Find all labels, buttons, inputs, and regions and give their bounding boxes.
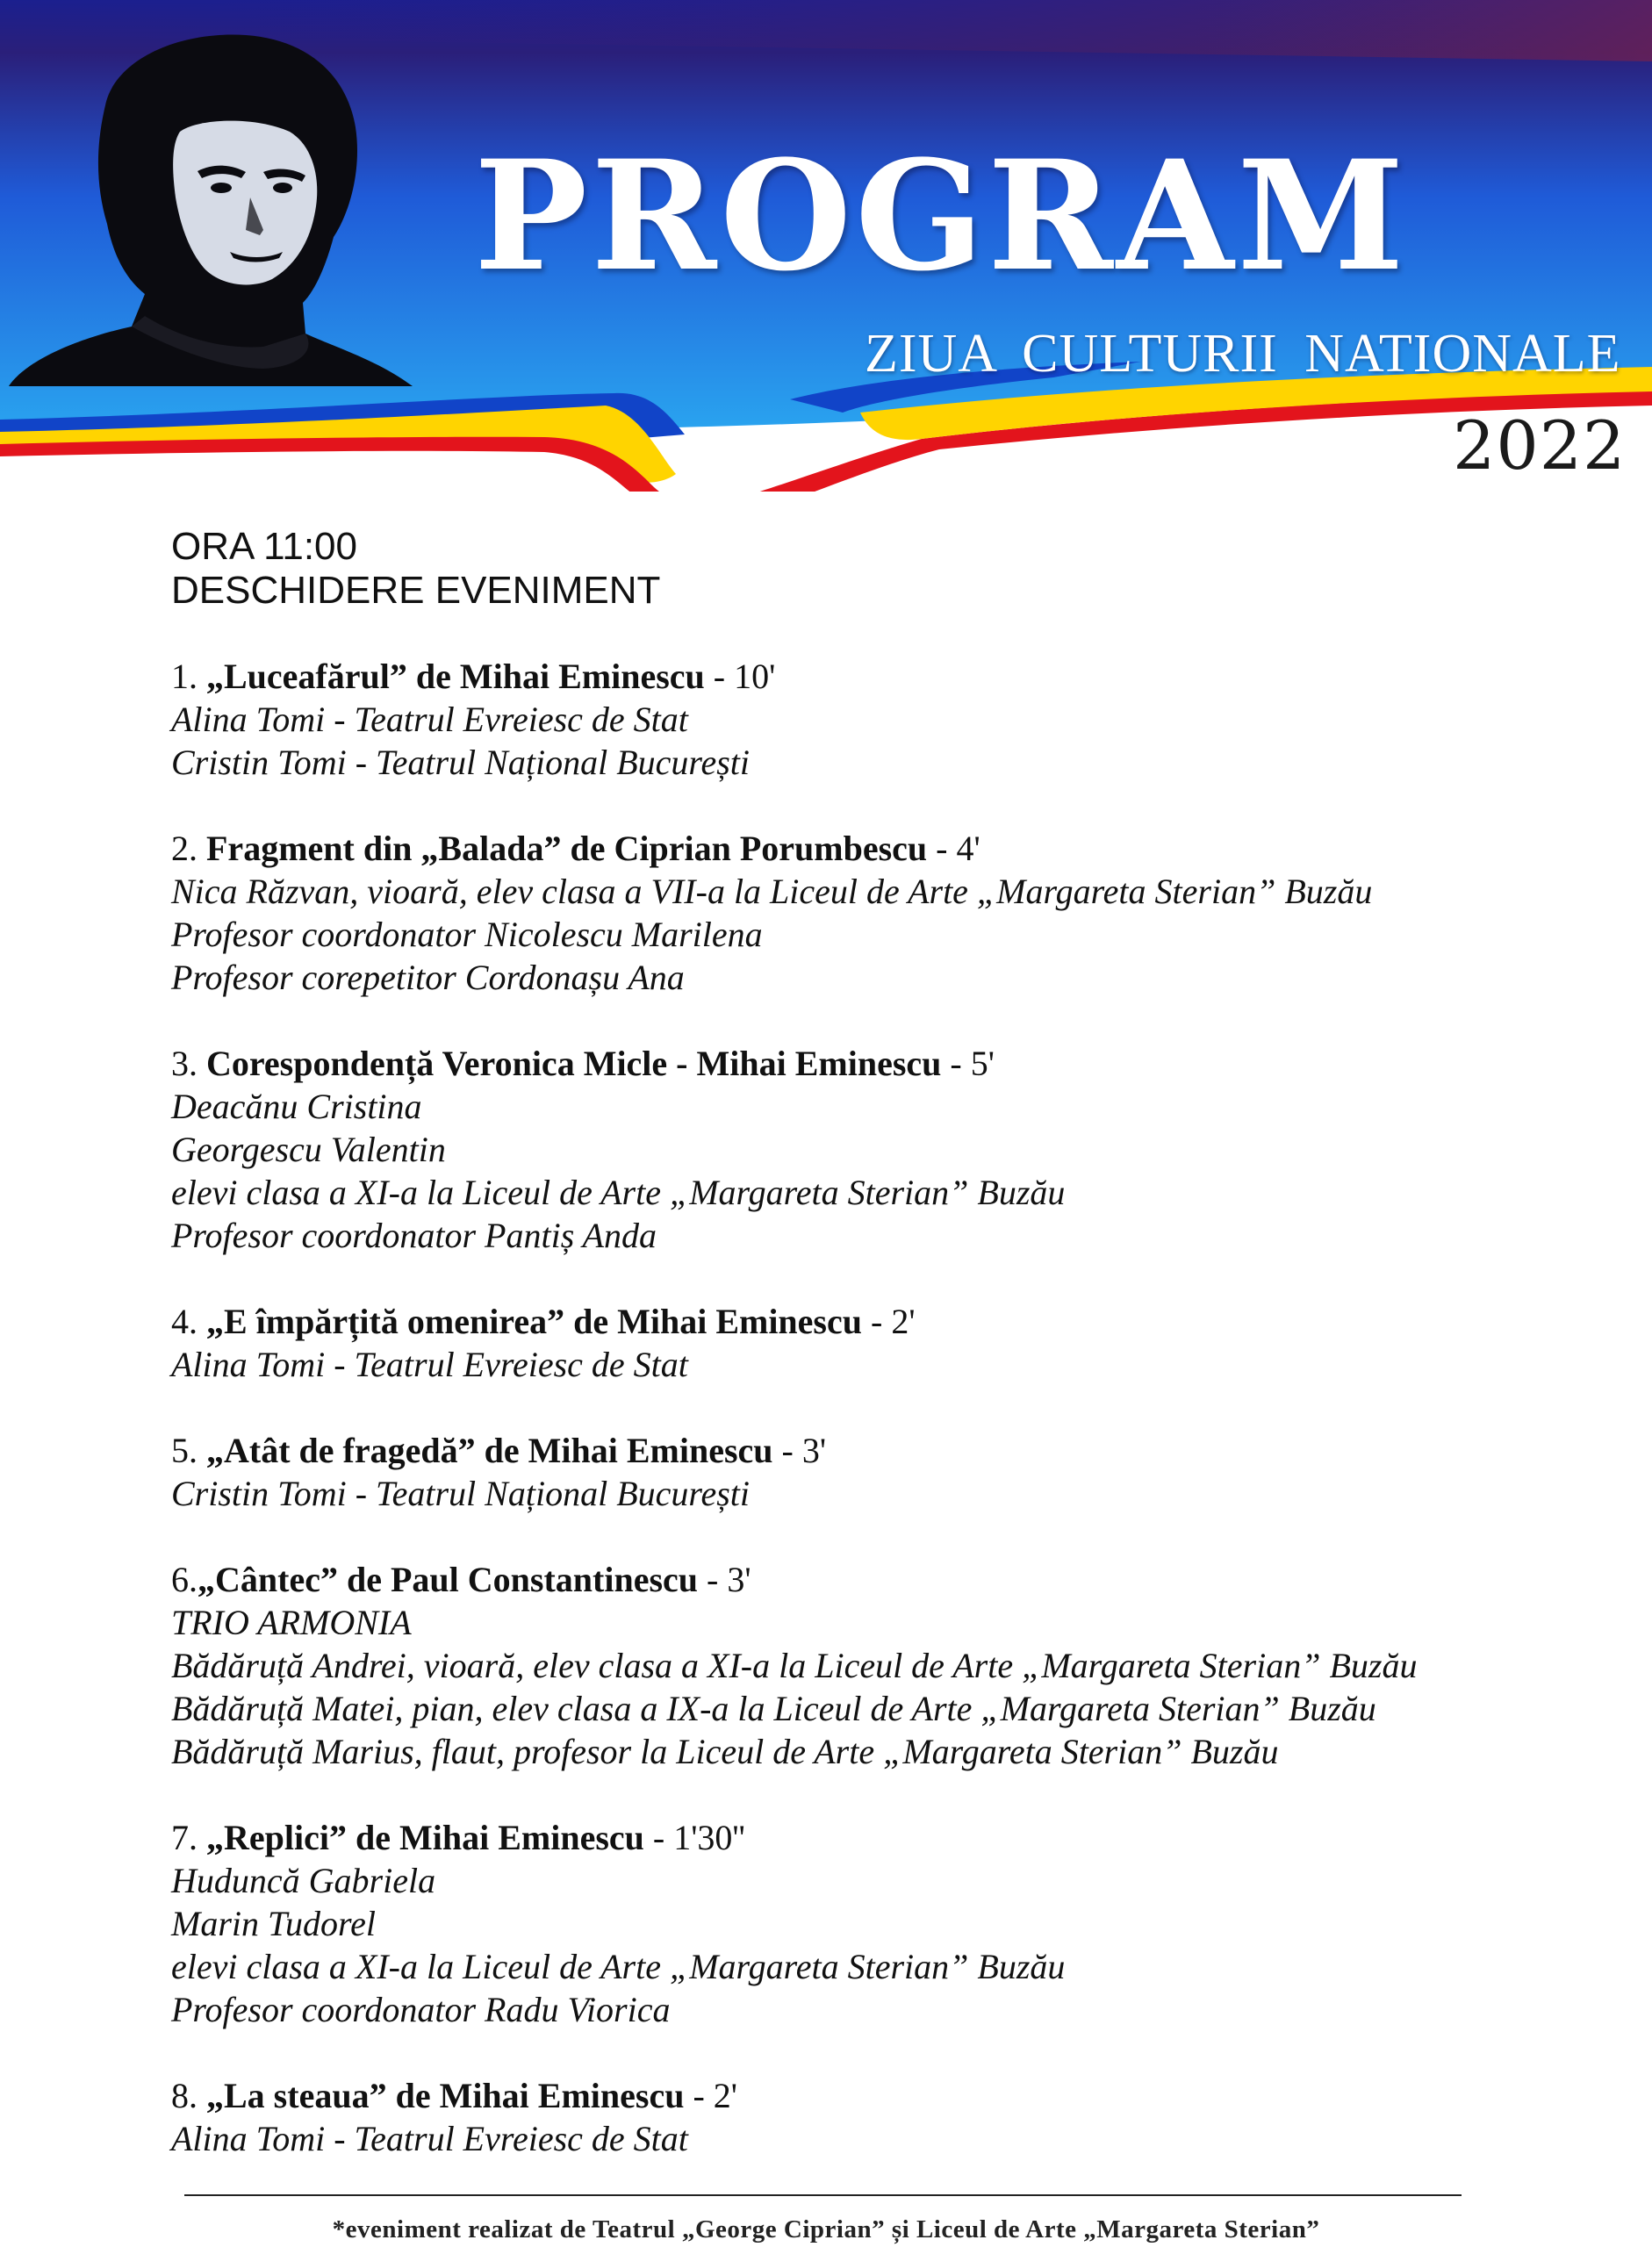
program-item <box>171 827 1611 999</box>
event-year: 2022 <box>1453 406 1627 485</box>
header-banner <box>0 0 1652 492</box>
item-title: Corespondență Veronica Micle - Mihai Eminescu <box>206 1044 942 1083</box>
item-detail-line: Profesor corepetitor Cordonașu Ana <box>171 958 685 997</box>
item-detail-line: Nica Răzvan, vioară, elev clasa a VII-a la Liceul de Arte „Margareta Sterian” Buzău <box>171 872 1373 911</box>
program-item <box>171 2074 1611 2160</box>
item-number: 8. <box>171 2076 198 2115</box>
opening-block <box>171 525 1611 613</box>
item-duration: - 3' <box>707 1560 751 1599</box>
program-item <box>171 1429 1611 1515</box>
opening-time: ORA 11:00 <box>171 525 357 568</box>
item-detail-line: elevi clasa a XI-a la Liceul de Arte „Margareta Sterian” Buzău <box>171 1173 1066 1212</box>
item-duration: - 5' <box>950 1044 995 1083</box>
item-detail-line: Deacănu Cristina <box>171 1087 422 1126</box>
item-detail-line: Profesor coordonator Nicolescu Marilena <box>171 915 763 954</box>
item-detail-line: Huduncă Gabriela <box>171 1861 436 1900</box>
item-number: 7. <box>171 1818 198 1857</box>
item-detail-line: Alina Tomi - Teatrul Evreiesc de Stat <box>171 2119 688 2158</box>
item-detail-line: Profesor coordonator Pantiș Anda <box>171 1216 657 1255</box>
item-duration: - 4' <box>936 829 980 868</box>
program-item-heading <box>171 655 1611 698</box>
item-detail-line: Georgescu Valentin <box>171 1130 446 1169</box>
footer-note: *eveniment realizat de Teatrul „George Ciprian” și Liceul de Arte „Margareta Sterian” <box>332 2215 1320 2243</box>
item-duration: - 1'30'' <box>652 1818 745 1857</box>
item-title: „Atât de fragedă” de Mihai Eminescu <box>206 1431 773 1470</box>
program-item-heading <box>171 1558 1611 1601</box>
program-item-heading <box>171 1429 1611 1472</box>
program-content <box>171 525 1611 2203</box>
item-detail-line: Profesor coordonator Radu Viorica <box>171 1990 671 2029</box>
event-subtitle: ZIUA CULTURII NATIONALE <box>865 324 1621 384</box>
item-number: 4. <box>171 1302 198 1341</box>
item-detail-line: Alina Tomi - Teatrul Evreiesc de Stat <box>171 700 688 739</box>
item-title: „E împărțită omenirea” de Mihai Eminescu <box>206 1302 862 1341</box>
item-number: 6. <box>171 1560 198 1599</box>
program-item <box>171 655 1611 784</box>
item-detail-line: Bădăruță Matei, pian, elev clasa a IX-a la Liceul de Arte „Margareta Sterian” Buzău <box>171 1689 1376 1728</box>
item-detail-line: Alina Tomi - Teatrul Evreiesc de Stat <box>171 1345 688 1384</box>
program-item <box>171 1558 1611 1773</box>
item-number: 1. <box>171 657 198 696</box>
program-title: PROGRAM <box>474 126 1408 305</box>
item-title: „Luceafărul” de Mihai Eminescu <box>206 657 705 696</box>
program-item-heading <box>171 1816 1611 1859</box>
item-title: „Cântec” de Paul Constantinescu <box>198 1560 699 1599</box>
item-number: 3. <box>171 1044 198 1083</box>
item-title: „La steaua” de Mihai Eminescu <box>206 2076 685 2115</box>
program-item <box>171 1042 1611 1257</box>
item-duration: - 2' <box>871 1302 916 1341</box>
item-number: 2. <box>171 829 198 868</box>
item-detail-line: Marin Tudorel <box>171 1904 376 1943</box>
item-title: „Replici” de Mihai Eminescu <box>206 1818 644 1857</box>
item-duration: - 3' <box>781 1431 827 1470</box>
item-title: Fragment din „Balada” de Ciprian Porumbescu <box>206 829 928 868</box>
program-item <box>171 1816 1611 2031</box>
footer-divider <box>184 2194 1462 2196</box>
item-detail-line: Cristin Tomi - Teatrul Național București <box>171 1474 751 1513</box>
item-number: 5. <box>171 1431 198 1470</box>
item-detail-line: TRIO ARMONIA <box>171 1603 412 1642</box>
item-detail-line: Bădăruță Marius, flaut, profesor la Liceul de Arte „Margareta Sterian” Buzău <box>171 1732 1279 1771</box>
program-item-heading <box>171 1042 1611 1085</box>
item-detail-line: elevi clasa a XI-a la Liceul de Arte „Margareta Sterian” Buzău <box>171 1947 1066 1986</box>
program-item-heading <box>171 1300 1611 1343</box>
program-items <box>171 655 1611 2160</box>
item-duration: - 10' <box>713 657 776 696</box>
item-duration: - 2' <box>693 2076 738 2115</box>
item-detail-line: Bădăruță Andrei, vioară, elev clasa a XI-a la Liceul de Arte „Margareta Sterian” Buzău <box>171 1646 1418 1685</box>
opening-label: DESCHIDERE EVENIMENT <box>171 569 661 612</box>
program-item-heading <box>171 827 1611 870</box>
item-detail-line: Cristin Tomi - Teatrul Național București <box>171 743 751 782</box>
program-item <box>171 1300 1611 1386</box>
program-item-heading <box>171 2074 1611 2117</box>
